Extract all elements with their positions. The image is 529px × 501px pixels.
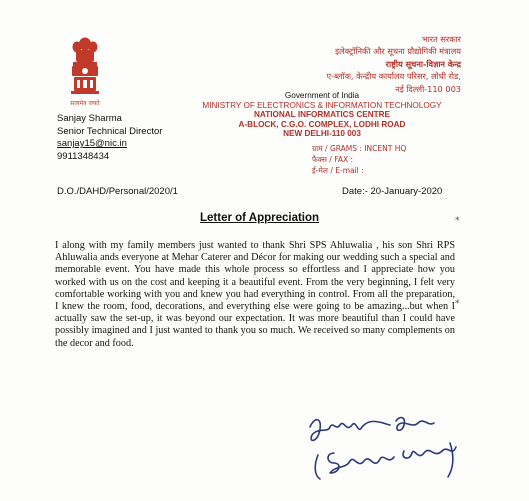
state-emblem-icon xyxy=(68,35,102,97)
english-line-1: Government of India xyxy=(284,91,360,100)
hindi-line-3: राष्ट्रीय सूचना-विज्ञान केन्द्र xyxy=(385,58,461,69)
hindi-line-5: नई दिल्ली-110 003 xyxy=(395,83,461,94)
letterhead-english xyxy=(172,91,472,139)
contact-fax: फैक्स / FAX : xyxy=(312,155,353,164)
margin-mark: ⁎ xyxy=(455,296,460,306)
sender-phone: 9911348434 xyxy=(57,150,110,162)
hindi-line-2: इलेक्ट्रॉनिकी और सूचना प्रौद्योगिकी मंत्रालय xyxy=(335,46,461,57)
letter-body: I along with my family members just wanted to thank Shri SPS Ahluwalia , his son Shri RPS Ahluwalia ands everyone at Mehar Caterer and Décor for making our wedding such a special and memorable event. You have made this whole process so effortless and I appreciate how you worked with us on the cost and keeping it a beautiful event. From the very beginning, I felt very comfortable working with you and knew you had everything in control. From all the preparation, I knew the room, food, decorations, and everything else were going to be amazing...but when I actually saw the set-up, it was beyond our expectation. It was more beautiful than I could have possibly imagined and I just wanted to thank you so much. We received so many complements on the decor and food. xyxy=(55,240,455,349)
english-line-5: NEW DELHI-110 003 xyxy=(283,129,361,139)
contact-email: ई-मेल / E-mail : xyxy=(312,166,364,175)
sender-name: Sanjay Sharma xyxy=(57,113,122,124)
handwritten-signature xyxy=(300,413,460,485)
english-line-3: NATIONAL INFORMATICS CENTRE xyxy=(254,110,390,120)
english-line-2: MINISTRY OF ELECTRONICS & INFORMATION TECHNOLOGY xyxy=(202,100,442,110)
letterhead-hindi xyxy=(327,33,461,95)
page-title: Letter of Appreciation xyxy=(200,212,320,224)
sender-designation: Senior Technical Director xyxy=(57,125,163,137)
letter-date: Date:- 20-January-2020 xyxy=(342,186,443,197)
english-line-4: A-BLOCK, C.G.O. COMPLEX, LODHI ROAD xyxy=(238,119,406,129)
sender-email-link[interactable]: sanjay15@nic.in xyxy=(57,138,127,149)
emblem-motto: सत्यमेव जयते xyxy=(70,100,100,107)
contact-grams: ग्राम / GRAMS : INCENT HQ xyxy=(312,144,407,153)
sender-block xyxy=(57,113,162,163)
reference-number: D.O./DAHD/Personal/2020/1 xyxy=(57,186,178,197)
hindi-line-1: भारत सरकार xyxy=(421,34,461,44)
hindi-line-4: ए-ब्लॉक, केन्द्रीय कार्यालय परिसर, लोधी रोड, xyxy=(326,71,461,82)
margin-mark: ⁎ xyxy=(455,213,460,223)
contact-block xyxy=(312,143,406,176)
